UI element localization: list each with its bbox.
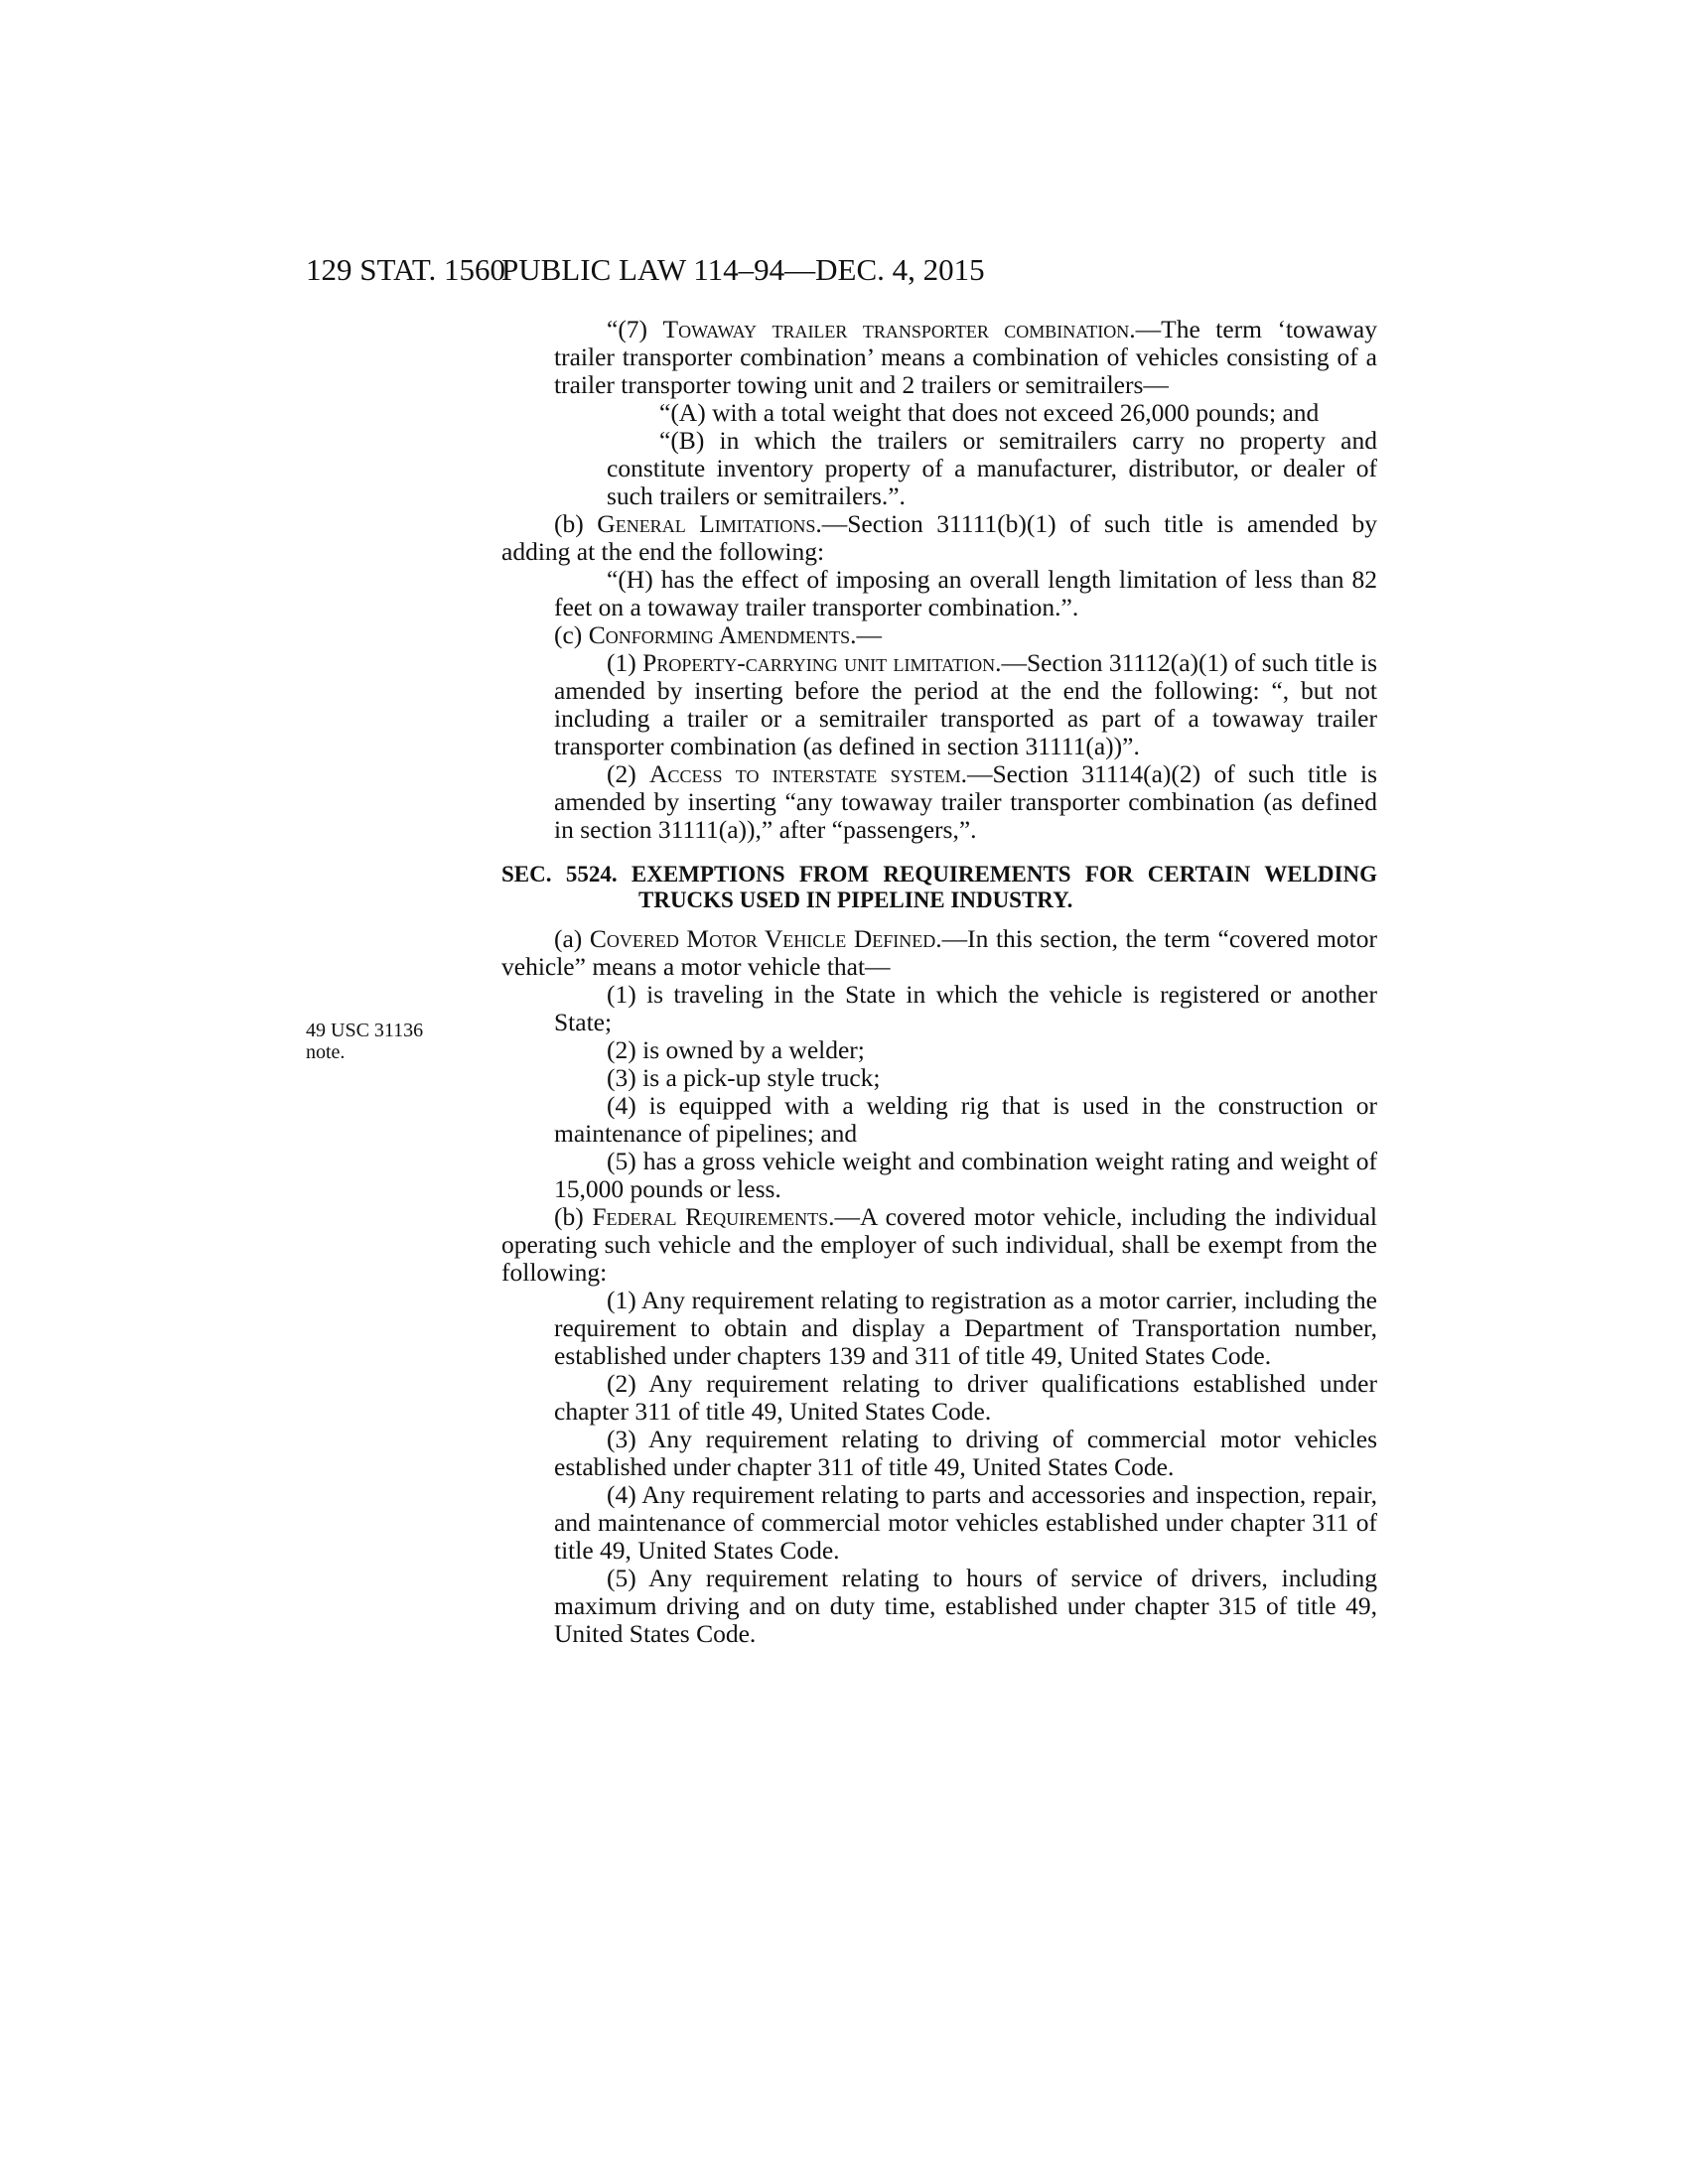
federal-requirements-mark: (b) (554, 1202, 593, 1231)
paragraph-c2-mark: (2) (607, 759, 650, 788)
federal-requirements-text: .—A covered motor vehicle, including the individual operating such vehicle and the employer of such individual, shall be exempt from the following: (501, 1202, 1377, 1287)
subparagraph-7a: “(A) with a total weight that does not exceed 26,000 pounds; and (659, 398, 1320, 427)
section-heading: SEC. 5524. EXEMPTIONS FROM REQUIREMENTS FOR CERTAIN WELDING TRUCKS USED IN PIPELINE INDUSTRY. (501, 862, 1377, 912)
paragraph-c1-heading: Property-carrying unit limitation (642, 648, 996, 677)
federal-requirements-heading: Federal Requirements (592, 1202, 829, 1231)
requirement-3: (3) Any requirement relating to driving of commercial motor vehicles established under chapter 311 of title 49, United States Code. (554, 1425, 1377, 1481)
paragraph-c1-mark: (1) (607, 648, 643, 677)
paragraph-7 (501, 316, 1377, 399)
requirement-4: (4) Any requirement relating to parts and accessories and inspection, repair, and maintenance of commercial motor vehicles established under chapter 311 of title 49, United States Code. (554, 1480, 1377, 1565)
subsection-c-heading: Conforming Amendments (588, 620, 851, 649)
paragraph-c2 (501, 760, 1377, 844)
paragraph-c2-heading: Access to interstate system (649, 759, 961, 788)
subsection-b-heading: General Limitations (597, 509, 816, 538)
subparagraph-7b: “(B) in which the trailers or semitrailers carry no property and constitute inventory property of a manufacturer, distributor, or dealer of such trailers or semitrailers.”. (607, 426, 1377, 510)
requirement-5: (5) Any requirement relating to hours of service of drivers, including maximum driving and on duty time, established under chapter 315 of title 49, United States Code. (554, 1564, 1377, 1648)
paragraph-c2-text: .—Section 31114(a)(2) of such title is amended by inserting “any towaway trailer transporter combination (as defined in section 31111(a)),” after “passengers,”. (554, 759, 1377, 844)
paragraph-7-text: .—The term ‘towaway trailer transporter combination’ means a combination of vehicles consisting of a trailer transporter towing unit and 2 trailers or semitrailers— (554, 315, 1377, 399)
paragraph-a1: (1) is traveling in the State in which the vehicle is registered or another State; (554, 980, 1377, 1036)
paragraph-a3: (3) is a pick-up style truck; (607, 1063, 881, 1092)
subsection-c (501, 621, 1377, 649)
paragraph-c1-text: .—Section 31112(a)(1) of such title is amended by inserting before the period at the end the following: “, but not including a trailer or a semitrailer transported as part of a towaway trailer transporter combination (as defined in section 31111(a))”. (554, 648, 1378, 760)
paragraph-c1 (501, 649, 1377, 760)
paragraph-a2: (2) is owned by a welder; (607, 1035, 865, 1064)
paragraph-a4: (4) is equipped with a welding rig that is used in the construction or maintenance of pipelines; and (554, 1091, 1377, 1148)
public-law-title: PUBLIC LAW 114–94—DEC. 4, 2015 (501, 252, 985, 287)
requirement-2: (2) Any requirement relating to driver qualifications established under chapter 311 of title 49, United States Code. (554, 1369, 1377, 1426)
subsection-b-mark: (b) (554, 509, 598, 538)
subsection-c-text: .— (850, 620, 882, 649)
subsection-b (501, 510, 1377, 566)
paragraph-a5: (5) has a gross vehicle weight and combination weight rating and weight of 15,000 pounds or less. (554, 1147, 1377, 1203)
subsection-c-mark: (c) (554, 620, 589, 649)
subsection-federal-requirements (501, 1203, 1377, 1287)
requirement-1: (1) Any requirement relating to registration as a motor carrier, including the requirement to obtain and display a Department of Transportation number, established under chapters 139 and 311 of title 49, United States Code. (554, 1286, 1377, 1370)
subsection-a (501, 925, 1377, 981)
subsection-a-heading: Covered Motor Vehicle Defined (589, 924, 936, 953)
margin-note-citation: 49 USC 31136 (306, 1020, 424, 1041)
margin-note (306, 1020, 455, 1063)
statute-page-number: 129 STAT. 1560 (306, 252, 506, 287)
page-body (501, 316, 1377, 1648)
subsection-a-text: .—In this section, the term “covered motor vehicle” means a motor vehicle that— (501, 924, 1378, 981)
paragraph-7-mark: “(7) (607, 315, 663, 343)
subsection-b-text: .—Section 31111(b)(1) of such title is amended by adding at the end the following: (501, 509, 1378, 566)
page-header (0, 248, 1688, 292)
quoted-clause-h: “(H) has the effect of imposing an overall length limitation of less than 82 feet on a towaway trailer transporter combination.”. (554, 565, 1377, 621)
margin-note-label: note. (306, 1041, 346, 1063)
subsection-a-mark: (a) (554, 924, 590, 953)
paragraph-7-heading: Towaway trailer transporter combination (662, 315, 1130, 343)
